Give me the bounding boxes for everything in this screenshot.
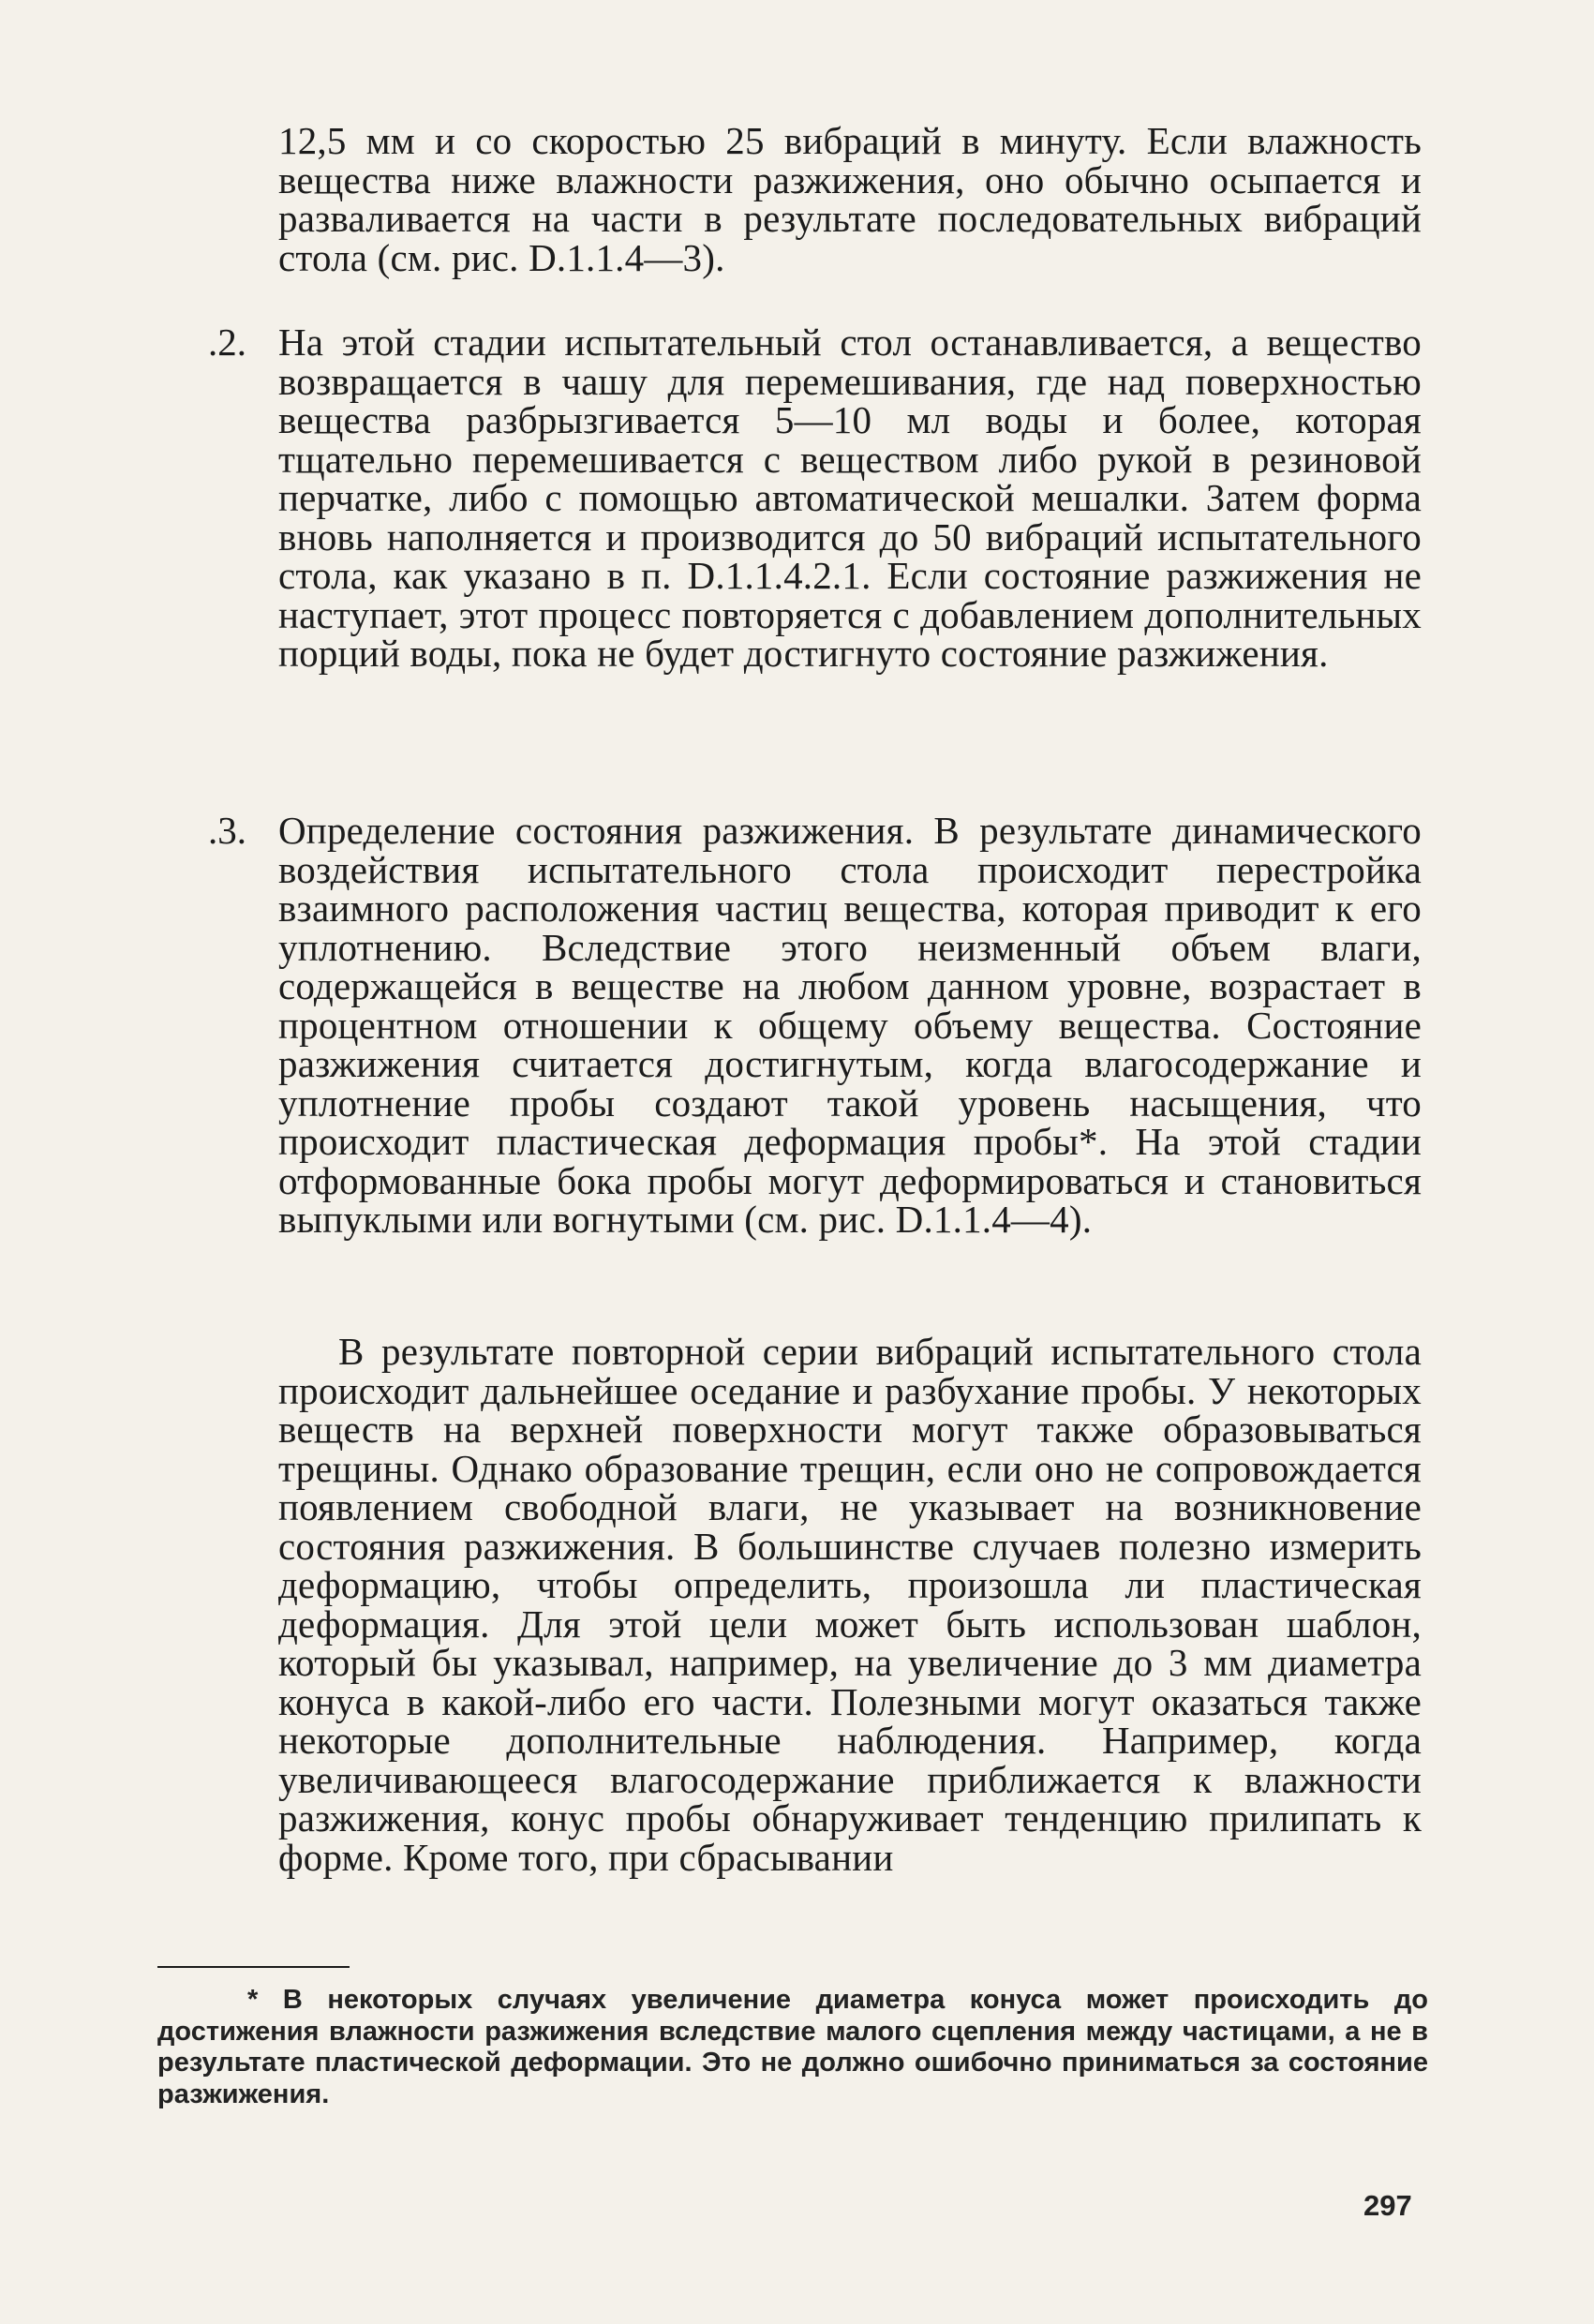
footnote-separator: [157, 1966, 350, 1968]
item-number: .2.: [208, 320, 246, 364]
intro-paragraph: 12,5 мм и со скоростью 25 вибраций в минуту. Если влажность вещества ниже влажности разжижения, оно обычно осыпается и разваливается на части в результате последовательных вибраций стола (см. рис. D.1.1.4—3).: [278, 119, 1422, 279]
footnote: * В некоторых случаях увеличение диаметра конуса может происходить до достижения влажности разжижения вследствие малого сцепления между частицами, а не в результате пластической деформации. Это не должно ошибочно приниматься за состояние разжижения.: [157, 1985, 1428, 2109]
page-number: 297: [1363, 2189, 1412, 2222]
item-text: На этой стадии испытательный стол останавливается, а вещество возвращается в чашу для перемешивания, где над поверхностью вещества разбрызгивается 5—10 мл воды и более, которая тщательно перемешивается с веществом либо рукой в резиновой перчатке, либо с помощью автоматической мешалки. Затем форма вновь наполняется и производится до 50 вибраций испытательного стола, как указано в п. D.1.1.4.2.1. Если состояние разжижения не наступает, этот процесс повторяется с добавлением дополнительных порций воды, пока не будет достигнуто состояние разжижения.: [278, 320, 1422, 675]
item-text: Определение состояния разжижения. В результате динамического воздействия испытательного стола происходит перестройка взаимного расположения частиц вещества, которая приводит к его уплотнению. Вследствие этого неизменный объем влаги, содержащейся в веществе на любом данном уровне, возрастает в процентном отношении к общему объему вещества. Состояние разжижения считается достигнутым, когда влагосодержание и уплотнение пробы создают такой уровень насыщения, что происходит пластическая деформация пробы*. На этой стадии отформованные бока пробы могут деформироваться и становиться выпуклыми или вогнутыми (см. рис. D.1.1.4—4).: [278, 809, 1422, 1241]
item-number: .3.: [208, 809, 246, 852]
continuation-paragraph: В результате повторной серии вибраций испытательного стола происходит дальнейшее оседание и разбухание пробы. У некоторых веществ на верхней поверхности могут также образовываться трещины. Однако образование трещин, если оно не сопровождается появлением свободной влаги, не указывает на возникновение состояния разжижения. В большинстве случаев полезно измерить деформацию, чтобы определить, произошла ли пластическая деформация. Для этой цели может быть использован шаблон, который бы указывал, например, на увеличение до 3 мм диаметра конуса в какой-либо его части. Полезными могут оказаться также некоторые дополнительные наблюдения. Например, когда увеличивающееся влагосодержание приближается к влажности разжижения, конус пробы обнаруживает тенденцию прилипать к форме. Кроме того, при сбрасывании: [278, 1330, 1422, 1879]
